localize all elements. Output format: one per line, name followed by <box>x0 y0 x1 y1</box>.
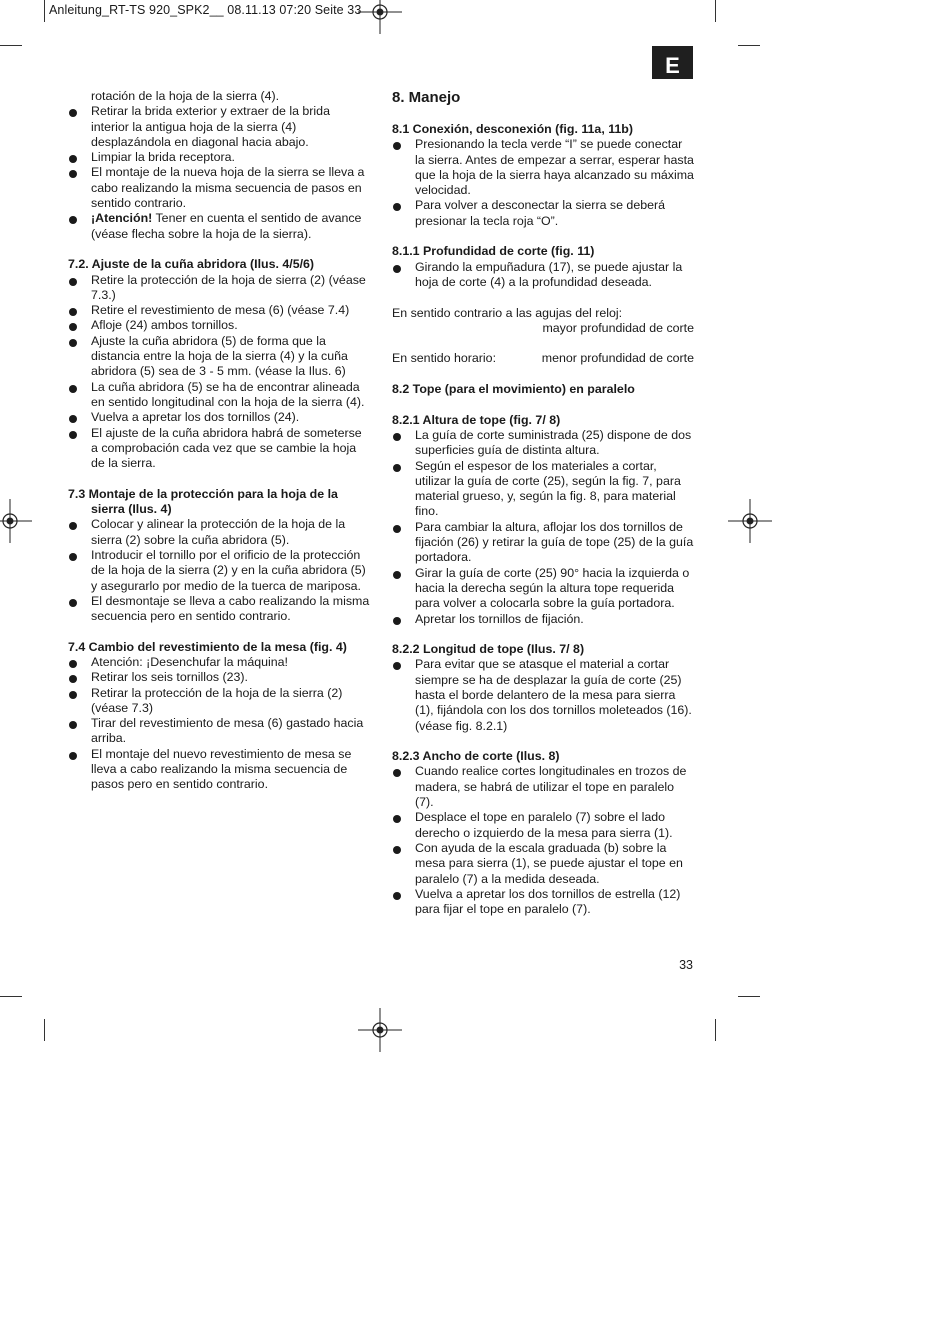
chapter-heading: 8. Manejo <box>392 89 461 106</box>
bullet-list <box>392 260 694 291</box>
left-column <box>68 89 370 793</box>
bullet-list <box>392 657 694 733</box>
section-heading-8-2-2: 8.2.2 Longitud de tope (Ilus. 7/ 8) <box>392 642 585 657</box>
right-column <box>392 89 694 917</box>
list-item: La cuña abridora (5) se ha de encontrar alineada en sentido longitudinal con la hoja de la sierra (4). <box>68 380 370 411</box>
list-item <box>68 211 370 242</box>
list-item: Apretar los tornillos de fijación. <box>392 612 694 627</box>
list-item: Presionando la tecla verde “I” se puede conectar la sierra. Antes de empezar a serrar, esperar hasta que la hoja de la sierra haya alcanzado su máxima velocidad. <box>392 137 694 198</box>
list-item: Para volver a desconectar la sierra se deberá presionar la tecla roja “O”. <box>392 198 694 229</box>
attention-label: ¡Atención! <box>91 211 153 226</box>
registration-mark-icon <box>0 499 32 543</box>
section-heading-7-3 <box>68 487 370 518</box>
page-number: 33 <box>679 958 693 972</box>
list-item: Limpiar la brida receptora. <box>68 150 370 165</box>
list-item: Afloje (24) ambos tornillos. <box>68 318 370 333</box>
ccw-label: En sentido contrario a las agujas del reloj: <box>392 305 623 320</box>
list-item: Retirar la brida exterior y extraer de la brida interior la antigua hoja de la sierra (4) desplazándola en diagonal hacia abajo. <box>68 104 370 150</box>
section-heading-7-4: 7.4 Cambio del revestimiento de la mesa (fig. 4) <box>68 639 347 654</box>
ccw-value: mayor profundidad de corte <box>542 320 694 335</box>
bullet-list <box>392 137 694 229</box>
registration-mark-icon <box>358 1008 402 1052</box>
list-item: Vuelva a apretar los dos tornillos de estrella (12) para fijar el tope en paralelo (7). <box>392 887 694 918</box>
list-item: Ajuste la cuña abridora (5) de forma que la distancia entre la hoja de la sierra (4) y la cuña abridora (5) sea de 3 - 5 mm. (véase la Ilus. 6) <box>68 334 370 380</box>
section-heading-7-2: 7.2. Ajuste de la cuña abridora (Ilus. 4/5/6) <box>68 257 315 272</box>
crop-mark <box>715 1019 716 1041</box>
list-item: Introducir el tornillo por el orificio de la protección de la hoja de la sierra (2) y en la cuña abridora (5) y asegurarlo por medio de la tuerca de mariposa. <box>68 548 370 594</box>
section-heading-8-2: 8.2 Tope (para el movimiento) en paralelo <box>392 382 635 397</box>
list-item: Retire el revestimiento de mesa (6) (véase 7.4) <box>68 303 370 318</box>
crop-mark <box>44 1019 45 1041</box>
list-item: Con ayuda de la escala graduada (b) sobre la mesa para sierra (1), se puede ajustar el tope en paralelo (7) a la medida deseada. <box>392 841 694 887</box>
bullet-list <box>392 764 694 917</box>
attention-text: Tener en cuenta el sentido de avance (véase flecha sobre la hoja de la sierra). <box>91 211 362 241</box>
bullet-list <box>68 273 370 472</box>
list-item: Retirar la protección de la hoja de la sierra (2) (véase 7.3) <box>68 686 370 717</box>
print-header: Anleitung_RT-TS 920_SPK2__ 08.11.13 07:20 Seite 33 <box>49 3 362 17</box>
list-item: Colocar y alinear la protección de la hoja de la sierra (2) sobre la cuña abridora (5). <box>68 517 370 548</box>
list-item: Atención: ¡Desenchufar la máquina! <box>68 655 370 670</box>
list-item: Tirar del revestimiento de mesa (6) gastado hacia arriba. <box>68 716 370 747</box>
crop-mark <box>0 996 22 997</box>
cw-row <box>392 351 694 366</box>
list-item: Retire la protección de la hoja de sierra (2) (véase 7.3.) <box>68 273 370 304</box>
list-item: El montaje del nuevo revestimiento de mesa se lleva a cabo realizando la misma secuencia de pasos pero en sentido contrario. <box>68 747 370 793</box>
cw-label: En sentido horario: <box>392 351 497 366</box>
crop-mark <box>44 0 45 22</box>
list-item: El montaje de la nueva hoja de la sierra se lleva a cabo realizando la misma secuencia de pasos en sentido contrario. <box>68 165 370 211</box>
list-item: Girar la guía de corte (25) 90° hacia la izquierda o hacia la derecha según la altura tope requerida para volver a colocarla sobre la guía portadora. <box>392 566 694 612</box>
section-heading-8-1-1: 8.1.1 Profundidad de corte (fig. 11) <box>392 244 595 259</box>
list-item: Desplace el tope en paralelo (7) sobre el lado derecho o izquierdo de la mesa para sierra (1). <box>392 810 694 841</box>
language-tab: E <box>652 46 693 79</box>
bullet-list <box>68 655 370 793</box>
list-item: Cuando realice cortes longitudinales en trozos de madera, se habrá de utilizar el tope en paralelo (7). <box>392 764 694 810</box>
registration-mark-icon <box>358 0 402 34</box>
crop-mark <box>738 45 760 46</box>
crop-mark <box>0 45 22 46</box>
section-heading-8-2-3: 8.2.3 Ancho de corte (Ilus. 8) <box>392 749 560 764</box>
continuation-text: rotación de la hoja de la sierra (4). <box>91 89 280 103</box>
list-item: Girando la empuñadura (17), se puede ajustar la hoja de corte (4) a la profundidad deseada. <box>392 260 694 291</box>
list-item: Según el espesor de los materiales a cortar, utilizar la guía de corte (25), según la fig. 7, para material grueso, y, según la fig. 8, para material fino. <box>392 459 694 520</box>
cw-value: menor profundidad de corte <box>541 351 694 366</box>
section-heading-8-1: 8.1 Conexión, desconexión (fig. 11a, 11b) <box>392 122 633 136</box>
list-item: Para evitar que se atasque el material a cortar siempre se ha de desplazar la guía de corte (25) hasta el borde delantero de la mesa para sierra (1), fijándola con los dos tornillos moleteados (16). (véase fig. 8.2.1) <box>392 657 694 733</box>
heading-line: 7.3 Montaje de la protección para la hoja de la <box>68 486 338 501</box>
section-heading-8-2-1: 8.2.1 Altura de tope (fig. 7/ 8) <box>392 412 561 427</box>
bullet-list <box>392 428 694 627</box>
crop-mark <box>738 996 760 997</box>
bullet-list <box>68 104 370 242</box>
list-item: Vuelva a apretar los dos tornillos (24). <box>68 410 370 425</box>
list-item: El desmontaje se lleva a cabo realizando la misma secuencia pero en sentido contrario. <box>68 594 370 625</box>
heading-line: sierra (Ilus. 4) <box>91 502 172 517</box>
registration-mark-icon <box>728 499 772 543</box>
list-item: Retirar los seis tornillos (23). <box>68 670 370 685</box>
list-item: El ajuste de la cuña abridora habrá de someterse a comprobación cada vez que se cambie la hoja de la sierra. <box>68 426 370 472</box>
bullet-list <box>68 517 370 624</box>
list-item: La guía de corte suministrada (25) dispone de dos superficies guía de distinta altura. <box>392 428 694 459</box>
crop-mark <box>715 0 716 22</box>
list-item: Para cambiar la altura, aflojar los dos tornillos de fijación (26) y retirar la guía de tope (25) de la guía portadora. <box>392 520 694 566</box>
